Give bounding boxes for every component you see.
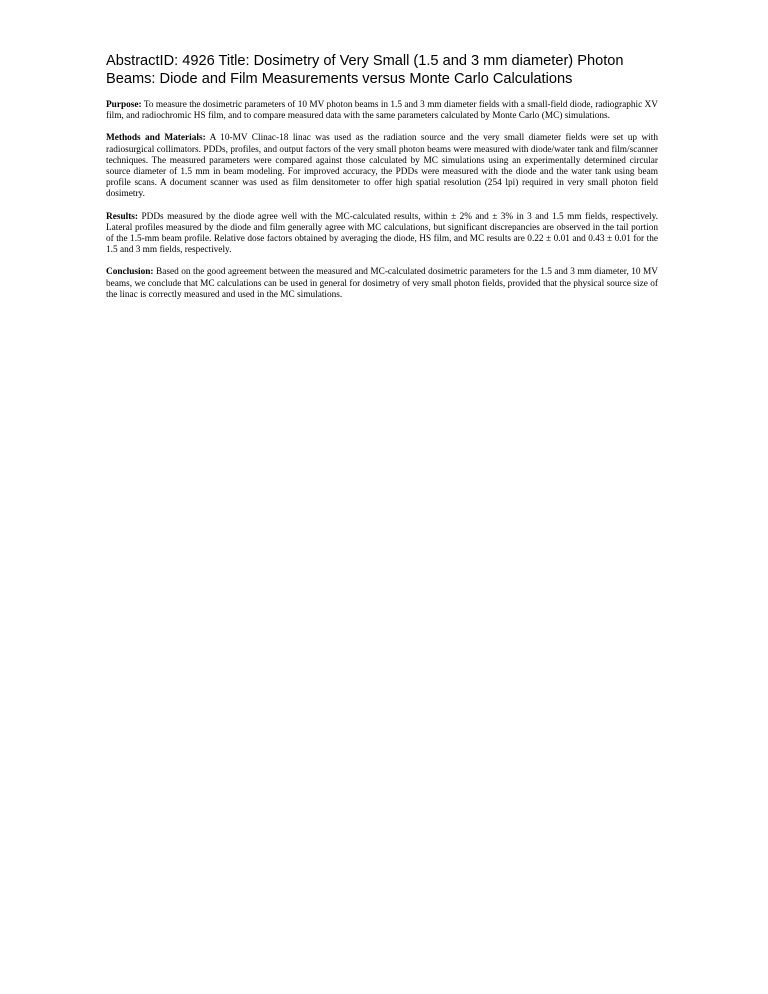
purpose-paragraph: [106, 100, 658, 122]
results-text: PDDs measured by the diode agree well with the MC-calculated results, within ± 2% and ± 3% in 3 and 1.5 mm fields, respectively. Lateral profiles measured by the diode and film generally agree with MC calculations, but significant discrepancies are observed in the tail portion of the 1.5-mm beam profile. Relative dose factors obtained by averaging the diode, HS film, and MC results are 0.22 ± 0.01 and 0.43 ± 0.01 for the 1.5 and 3 mm fields, respectively.: [106, 211, 658, 256]
conclusion-label: Conclusion:: [106, 267, 154, 278]
purpose-label: Purpose:: [106, 100, 142, 110]
abstract-title: AbstractID: 4926 Title: Dosimetry of Very Small (1.5 and 3 mm diameter) Photon Beams: Diode and Film Measurements versus Monte Carlo Calculations: [106, 53, 624, 87]
results-label: Results:: [106, 211, 139, 222]
conclusion-text: Based on the good agreement between the measured and MC-calculated dosimetric parameters for the 1.5 and 3 mm diameter, 10 MV beams, we conclude that MC calculations can be used in general for dosimetry of very small photon fields, provided that the physical source size of the linac is correctly measured and used in the MC simulations.: [106, 267, 658, 300]
conclusion-paragraph: [106, 267, 658, 301]
results-paragraph: [106, 212, 658, 257]
methods-paragraph: [106, 133, 658, 200]
methods-text: A 10-MV Clinac-18 linac was used as the radiation source and the very small diameter fields were set up with radiosurgical collimators. PDDs, profiles, and output factors of the very small photon beams were measured with diode/water tank and film/scanner techniques. The measured parameters were compared against those calculated by MC simulations using an experimentally determined circular source diameter of 1.5 mm in beam modeling. For improved accuracy, the PDDs were measured with the diode and the water tank using beam profile scans. A document scanner was used as film densitometer to offer high spatial resolution (254 lpi) required in very small photon field dosimetry.: [106, 133, 658, 200]
document-page: [106, 52, 658, 312]
methods-label: Methods and Materials:: [106, 133, 206, 144]
purpose-text: To measure the dosimetric parameters of 10 MV photon beams in 1.5 and 3 mm diameter fields with a small-field diode, radiographic XV film, and radiochromic HS film, and to compare measured data with the same parameters calculated by Monte Carlo (MC) simulations.: [106, 100, 658, 122]
